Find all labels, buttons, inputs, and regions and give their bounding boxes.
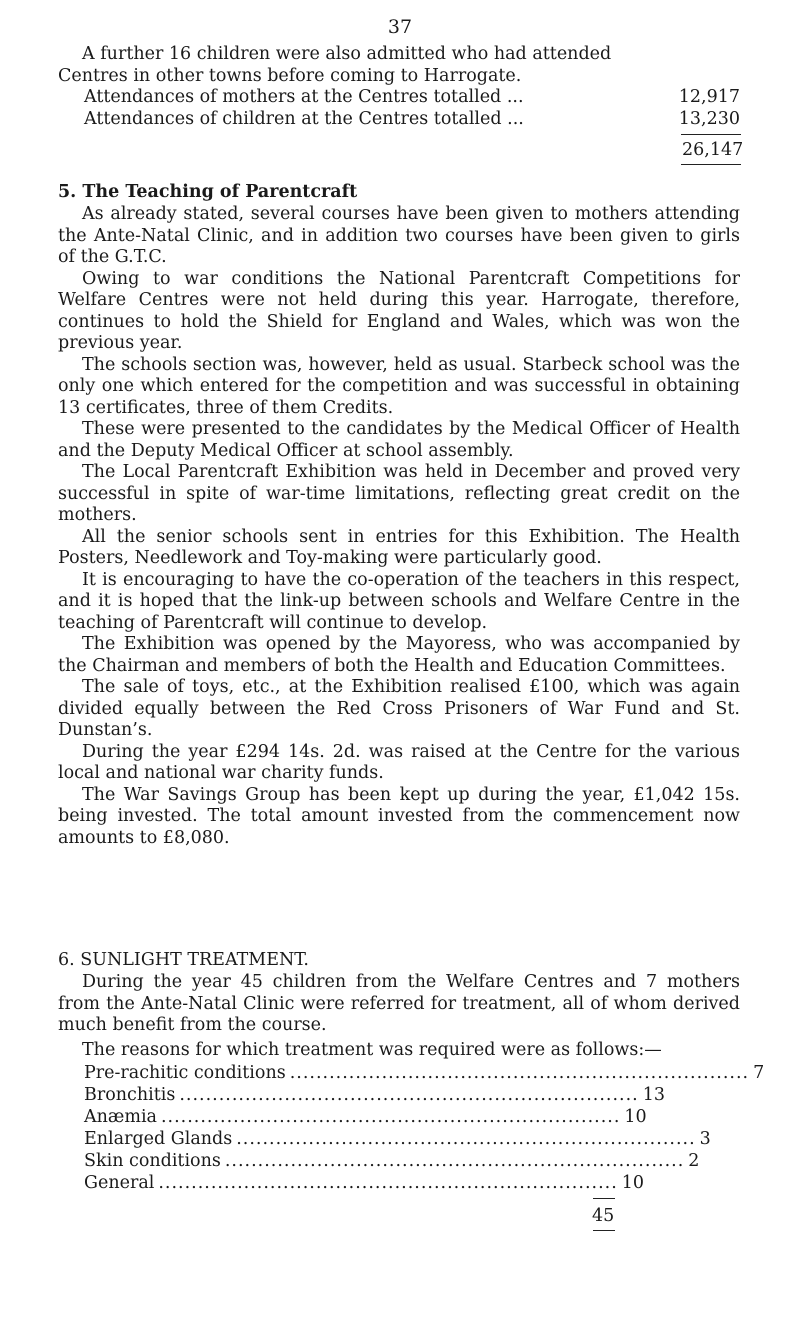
paragraph: As already stated, several courses have been given to mothers attending the Ante-Natal Clinic, and in addition two courses have been given to girls of the G.T.C. [58, 204, 740, 267]
total-rule-top [681, 134, 741, 135]
attendance-row-children [84, 109, 740, 129]
reason-label: Bronchitis [84, 1085, 176, 1105]
reasons-rule-bottom [593, 1230, 615, 1231]
reason-label: Enlarged Glands [84, 1129, 233, 1149]
reasons-intro [58, 1040, 740, 1062]
paragraph: During the year £294 14s. 2d. was raised at the Centre for the various local and national war charity funds. [58, 741, 740, 783]
paragraph: The sale of toys, etc., at the Exhibition realised £100, which was again divided equally between the Red Cross Prisoners of War Fund and St. Dunstan’s. [58, 677, 740, 740]
paragraph: All the senior schools sent in entries for this Exhibition. The Health Posters, Needlework and Toy-making were particularly good. [58, 526, 740, 568]
intro-line-2: Centres in other towns before coming to Harrogate. [58, 65, 522, 86]
leader-dots: ...................................................................... [158, 1173, 618, 1193]
reasons-rule-top [593, 1198, 615, 1199]
paragraph: During the year 45 children from the Welfare Centres and 7 mothers from the Ante-Natal Clinic were referred for treatment, all of whom derived much benefit from the course. [58, 972, 740, 1035]
reason-label: General [84, 1173, 155, 1193]
attendance-label: Attendances of children at the Centres totalled ... [84, 109, 524, 129]
section-5-body [58, 204, 740, 849]
reason-label: Anæmia [84, 1107, 157, 1127]
list-item [84, 1151, 700, 1171]
reason-label: Skin conditions [84, 1151, 221, 1171]
paragraph: The schools section was, however, held as usual. Starbeck school was the only one which entered for the competition and was successful in obtaining 13 certificates, three of them Credits. [58, 354, 740, 418]
attendance-label: Attendances of mothers at the Centres totalled ... [84, 87, 524, 107]
reason-count: 7 [753, 1063, 765, 1083]
section-6-body [58, 972, 740, 1037]
paragraph: The Local Parentcraft Exhibition was held in December and proved very successful in spite of war-time limitations, reflecting great credit on the mothers. [58, 462, 740, 525]
list-item [84, 1063, 765, 1083]
page-number: 37 [387, 16, 413, 38]
leader-dots: ...................................................................... [289, 1063, 750, 1083]
paragraph: These were presented to the candidates by the Medical Officer of Health and the Deputy Medical Officer at school assembly. [58, 419, 740, 461]
intro-line-1: A further 16 children were also admitted who had attended [82, 44, 612, 64]
paragraph: The Exhibition was opened by the Mayoress, who was accompanied by the Chairman and members of both the Health and Education Committees. [58, 634, 740, 676]
reasons-intro-text: The reasons for which treatment was required were as follows:— [82, 1040, 662, 1060]
reason-count: 13 [642, 1085, 665, 1105]
reason-count: 10 [624, 1107, 647, 1127]
paragraph: Owing to war conditions the National Parentcraft Competitions for Welfare Centres were not held during this year. Harrogate, therefore, continues to hold the Shield for England and Wales, which was won the previous year. [58, 268, 740, 353]
leader-dots: ...................................................................... [179, 1085, 639, 1105]
leader-dots: ...................................................................... [160, 1107, 621, 1127]
attendance-row-mothers [84, 87, 740, 107]
attendance-value: 12,917 [678, 87, 740, 107]
list-item [84, 1129, 711, 1149]
total-rule-bottom [681, 164, 741, 165]
list-item [84, 1107, 647, 1127]
list-item [84, 1085, 665, 1105]
attendance-value: 13,230 [678, 109, 740, 129]
reason-label: Pre-rachitic conditions [84, 1063, 286, 1083]
reasons-total: 45 [592, 1206, 615, 1226]
reason-count: 2 [688, 1151, 700, 1171]
reason-count: 3 [699, 1129, 711, 1149]
leader-dots: ...................................................................... [224, 1151, 685, 1171]
attendance-total: 26,147 [682, 140, 744, 160]
paragraph: It is encouraging to have the co-operation of the teachers in this respect, and it is hoped that the link-up between schools and Welfare Centre in the teaching of Parentcraft will continue to develop. [58, 569, 740, 633]
list-item [84, 1173, 645, 1193]
paragraph: The War Savings Group has been kept up during the year, £1,042 15s. being invested. The total amount invested from the commencement now amounts to £8,080. [58, 784, 740, 848]
reason-count: 10 [621, 1173, 645, 1193]
leader-dots: ...................................................................... [236, 1129, 696, 1149]
section-5-heading: 5. The Teaching of Parentcraft [58, 182, 358, 202]
intro-paragraph [58, 44, 740, 87]
section-6-heading: 6. SUNLIGHT TREATMENT. [58, 950, 309, 970]
